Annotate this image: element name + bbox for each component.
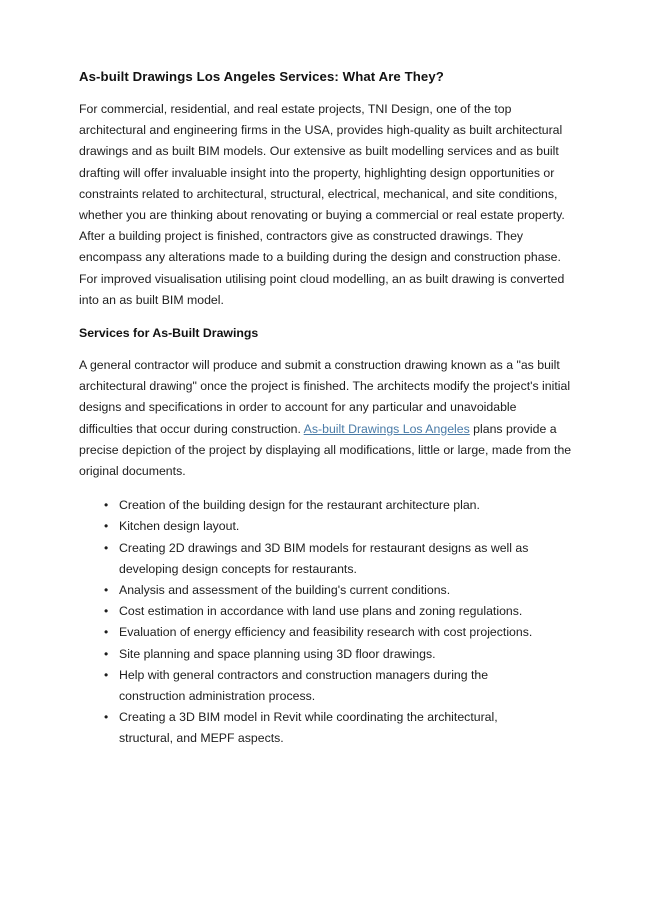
list-item: • Creation of the building design for the restaurant architecture plan. [79,495,549,516]
services-paragraph-text-before-link: A general contractor will produce and submit a construction drawing known as a "as built architectural drawing" once the project is finished. The architects modify the project's initial designs and specifications in order to account for any particular and unavoidable difficulties that occur during construction. [79,358,571,436]
services-bullet-list [79,495,549,749]
list-item: • Creating 2D drawings and 3D BIM models for restaurant designs as well as developing design concepts for restaurants. [79,538,549,580]
list-item: • Cost estimation in accordance with land use plans and zoning regulations. [79,601,549,622]
services-paragraph-text-after-link: plans provide a precise depiction of the project by displaying all modifications, little or large, made from the original documents. [79,421,572,479]
services-paragraph [79,355,572,482]
list-item: • Site planning and space planning using 3D floor drawings. [79,644,549,665]
section-heading-services: Services for As-Built Drawings [79,326,259,341]
intro-paragraph: For commercial, residential, and real estate projects, TNI Design, one of the top architectural and engineering firms in the USA, provides high-quality as built architectural drawings and as built BIM models. Our extensive as built modelling services and as built drafting will offer invaluable insight into the property, highlighting design opportunities or constraints related to architectural, structural, electrical, mechanical, and site conditions, whether you are thinking about renovating or buying a commercial or real estate property. After a building project is finished, contractors give as constructed drawings. They encompass any alterations made to a building during the design and construction phase. For improved visualisation utilising point cloud modelling, an as built drawing is converted into an as built BIM model. [79,102,565,307]
list-item: • Analysis and assessment of the building's current conditions. [79,580,549,601]
as-built-drawings-los-angeles-link[interactable]: As-built Drawings Los Angeles [303,421,470,436]
page-title: As-built Drawings Los Angeles Services: What Are They? [79,69,444,84]
list-item: • Help with general contractors and construction managers during the construction administration process. [79,665,549,707]
list-item: • Creating a 3D BIM model in Revit while coordinating the architectural, structural, and MEPF aspects. [79,707,549,749]
list-item: • Evaluation of energy efficiency and feasibility research with cost projections. [79,622,549,643]
list-item: • Kitchen design layout. [79,516,549,537]
